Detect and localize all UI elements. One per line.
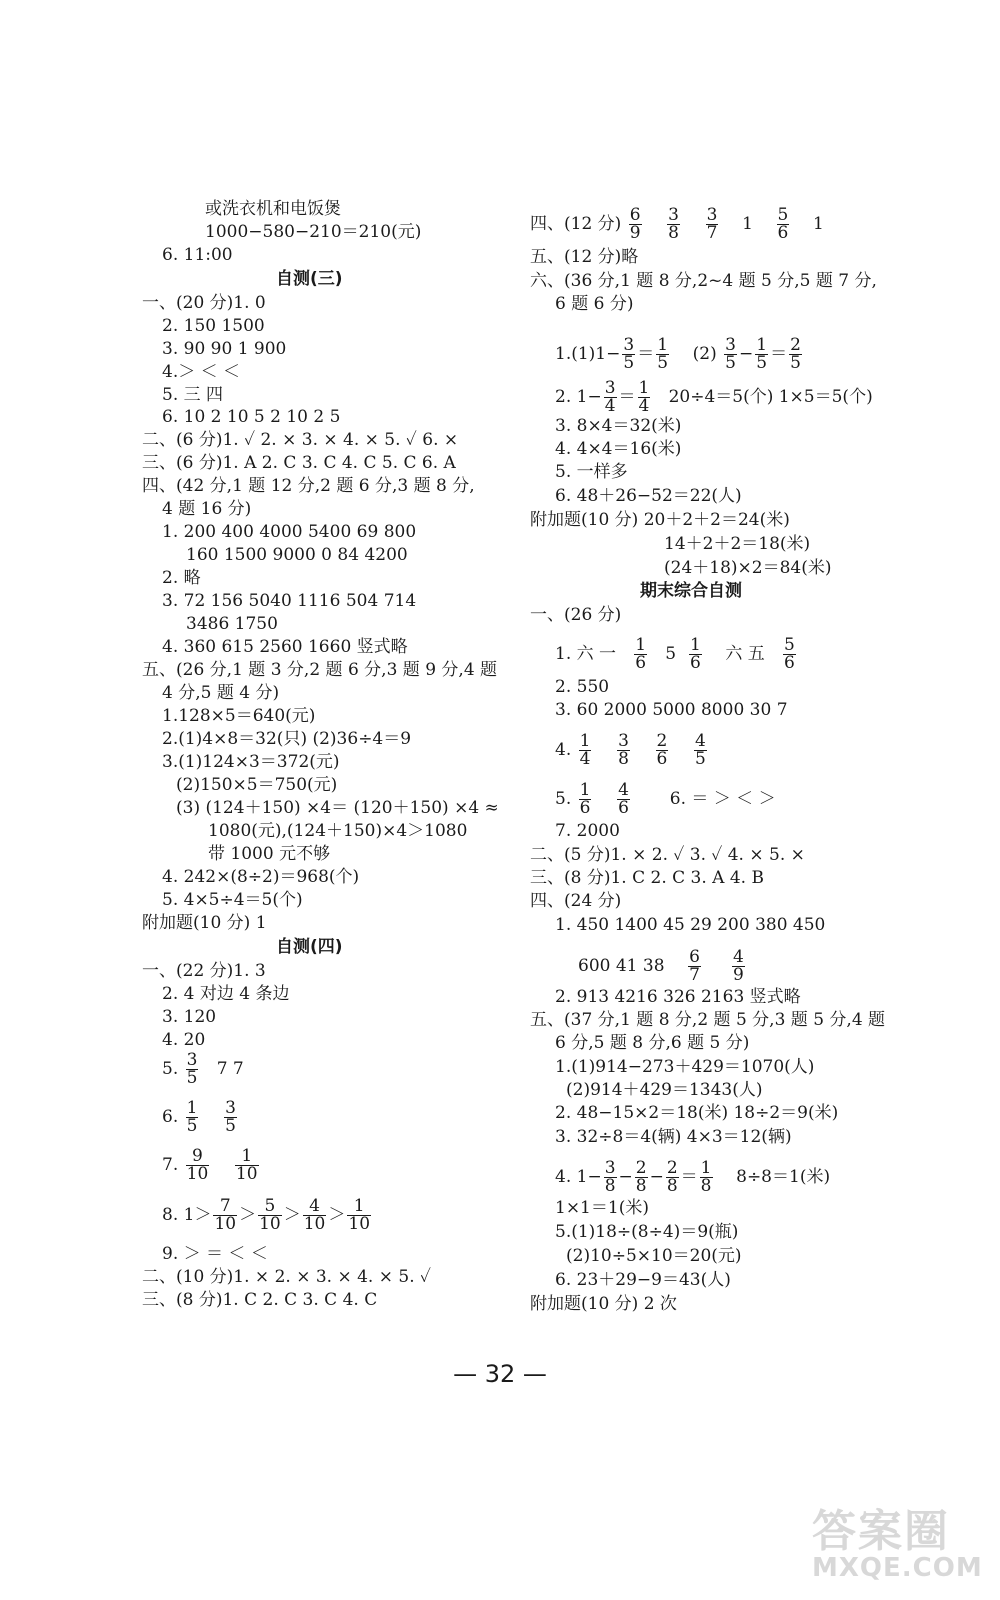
answer-line: 1. 200 400 4000 5400 69 800	[162, 522, 417, 542]
fraction: $\frac{1}{8}$	[700, 1158, 712, 1196]
fraction: $\frac{3}{8}$	[668, 205, 679, 243]
answer-line: 3. 120	[162, 1007, 217, 1027]
fraction: $\frac{1}{5}$	[756, 335, 768, 373]
answer-line: 一、(22 分)1. 3	[142, 961, 266, 981]
fraction: $\frac{9}{10}$	[186, 1146, 209, 1184]
answer-line: 3. 60 2000 5000 8000 30 7	[555, 700, 788, 720]
watermark-url: MXQE.COM	[812, 1553, 983, 1583]
fraction: $\frac{4}{6}$	[618, 780, 629, 818]
fraction-answer-line: 5. $\frac{1}{6}$ $\frac{4}{6}$ 6. ＝ ＞ ＜ ＞	[555, 780, 776, 818]
fraction-answer-line: 四、(12 分) $\frac{6}{9}$ $\frac{3}{8}$ $\frac{3}{7}$ 1 $\frac{5}{6}$ 1	[530, 205, 824, 243]
answer-line: (24＋18)×2＝84(米)	[664, 558, 832, 578]
answer-line: 4 题 16 分)	[162, 499, 252, 519]
fraction-answer-line: 7. $\frac{9}{10}$ $\frac{1}{10}$	[162, 1146, 258, 1184]
answer-line: 5. 三 四	[162, 385, 224, 405]
fraction: $\frac{6}{9}$	[629, 205, 641, 243]
answer-line: 2. 略	[162, 568, 201, 588]
fraction-answer-line: 8. 1＞ $\frac{7}{10}$ ＞ $\frac{5}{10}$ ＞ $\frac{4}{10}$ ＞ $\frac{1}{10}$	[162, 1196, 371, 1234]
fraction: $\frac{1}{10}$	[235, 1146, 258, 1184]
fraction: $\frac{2}{8}$	[666, 1158, 678, 1196]
answer-line: 3. 90 90 1 900	[162, 339, 287, 359]
fraction: $\frac{1}{6}$	[579, 780, 591, 818]
answer-line: 五、(12 分)略	[530, 247, 639, 267]
answer-line: 7. 2000	[555, 821, 620, 841]
answer-line: 3486 1750	[186, 614, 278, 634]
fraction: $\frac{4}{10}$	[303, 1196, 326, 1234]
answer-line: 5.(1)18÷(8÷4)＝9(瓶)	[555, 1222, 739, 1242]
answer-line: 附加题(10 分) 2 次	[530, 1294, 677, 1314]
answer-line: 4. 360 615 2560 1660 竖式略	[162, 637, 408, 657]
answer-line: 六、(36 分,1 题 8 分,2~4 题 5 分,5 题 7 分,	[530, 271, 877, 291]
answer-line: 2. 48−15×2＝18(米) 18÷2＝9(米)	[555, 1103, 839, 1123]
answer-line: 二、(10 分)1. × 2. × 3. × 4. × 5. ✓	[142, 1267, 431, 1287]
answer-line: 三、(8 分)1. C 2. C 3. A 4. B	[530, 868, 764, 888]
fraction: $\frac{4}{5}$	[695, 731, 706, 769]
fraction-answer-line: 1.(1)1− $\frac{3}{5}$ ＝ $\frac{1}{5}$ (2) $\frac{3}{5}$ − $\frac{1}{5}$ ＝ $\frac{2}{5}$	[555, 335, 801, 373]
answer-line: 二、(5 分)1. × 2. ✓ 3. ✓ 4. × 5. ×	[530, 845, 805, 865]
fraction-answer-line: 5. $\frac{3}{5}$ 7 7	[162, 1050, 244, 1088]
fraction: $\frac{2}{5}$	[790, 335, 801, 373]
answer-line: (2)914＋429＝1343(人)	[566, 1080, 763, 1100]
answer-line: 1080(元),(124＋150)×4＞1080	[208, 821, 468, 841]
answer-line: 14＋2＋2＝18(米)	[664, 534, 811, 554]
answer-line: 6. 23＋29−9＝43(人)	[555, 1270, 731, 1290]
watermark-text: 答案圈	[812, 1506, 950, 1557]
fraction: $\frac{3}{7}$	[706, 205, 718, 243]
section-heading: 自测(四)	[276, 937, 343, 957]
fraction: $\frac{1}{6}$	[635, 635, 647, 673]
answer-line: 6. 48＋26−52＝22(人)	[555, 486, 742, 506]
answer-line: (3) (124＋150) ×4＝ (120＋150) ×4 ≈	[176, 798, 499, 818]
section-heading: 自测(三)	[276, 269, 343, 289]
answer-line: 6 分,5 题 8 分,6 题 5 分)	[555, 1033, 750, 1053]
answer-line: 3.(1)124×3＝372(元)	[162, 752, 340, 772]
section-heading: 期末综合自测	[640, 581, 742, 601]
watermark-logo	[812, 1495, 990, 1587]
answer-line: 5. 4×5÷4＝5(个)	[162, 890, 303, 910]
fraction-answer-line: 1. 六 一 $\frac{1}{6}$ 5 $\frac{1}{6}$ 六 五 $\frac{5}{6}$	[555, 635, 795, 673]
answer-line: 4 分,5 题 4 分)	[162, 683, 280, 703]
answer-line: 五、(26 分,1 题 3 分,2 题 6 分,3 题 9 分,4 题	[142, 660, 498, 680]
answer-line: 2. 913 4216 326 2163 竖式略	[555, 987, 801, 1007]
answer-line: 6. 11:00	[162, 245, 233, 265]
answer-line: 三、(6 分)1. A 2. C 3. C 4. C 5. C 6. A	[142, 453, 456, 473]
answer-line: 4. 242×(8÷2)＝968(个)	[162, 867, 360, 887]
fraction: $\frac{1}{4}$	[579, 731, 591, 769]
fraction: $\frac{1}{4}$	[638, 378, 650, 416]
fraction: $\frac{1}{5}$	[657, 335, 669, 373]
answer-line: 4. 4×4＝16(米)	[555, 439, 682, 459]
fraction: $\frac{7}{10}$	[214, 1196, 237, 1234]
answer-line: 6 题 6 分)	[555, 294, 634, 314]
answer-line: 5. 一样多	[555, 462, 628, 482]
fraction: $\frac{5}{10}$	[259, 1196, 281, 1234]
fraction-answer-line: 2. 1− $\frac{3}{4}$ ＝ $\frac{1}{4}$ 20÷4＝5(个) 1×5＝5(个)	[555, 378, 873, 416]
answer-line: 4. 20	[162, 1030, 206, 1050]
page-number: — 32 —	[453, 1360, 547, 1388]
answer-line: 一、(26 分)	[530, 605, 622, 625]
fraction: $\frac{3}{5}$	[225, 1098, 236, 1136]
answer-line: 附加题(10 分) 1	[142, 913, 267, 933]
answer-line: 2. 550	[555, 677, 610, 697]
answer-line: 3. 32÷8＝4(辆) 4×3＝12(辆)	[555, 1127, 792, 1147]
fraction-answer-line: 6. $\frac{1}{5}$ $\frac{3}{5}$	[162, 1098, 236, 1136]
fraction: $\frac{3}{8}$	[604, 1158, 616, 1196]
fraction: $\frac{3}{5}$	[623, 335, 635, 373]
fraction: $\frac{3}{8}$	[618, 731, 629, 769]
answer-line: 1. 450 1400 45 29 200 380 450	[555, 915, 826, 935]
answer-line: 五、(37 分,1 题 8 分,2 题 5 分,3 题 5 分,4 题	[530, 1010, 886, 1030]
answer-line: 1000−580−210＝210(元)	[205, 222, 422, 242]
fraction: $\frac{1}{6}$	[689, 635, 701, 673]
answer-line: 四、(42 分,1 题 12 分,2 题 6 分,3 题 8 分,	[142, 476, 475, 496]
answer-line: 6. 10 2 10 5 2 10 2 5	[162, 407, 341, 427]
answer-line: 四、(24 分)	[530, 891, 622, 911]
answer-line: 或洗衣机和电饭煲	[205, 199, 341, 219]
answer-line: (2)150×5＝750(元)	[176, 775, 338, 795]
fraction: $\frac{5}{6}$	[777, 205, 789, 243]
answer-line: 4.＞ ＜ ＜	[162, 362, 241, 382]
answer-line: 2. 150 1500	[162, 316, 265, 336]
fraction: $\frac{3}{5}$	[186, 1050, 198, 1088]
fraction-answer-line: 4. $\frac{1}{4}$ $\frac{3}{8}$ $\frac{2}{6}$ $\frac{4}{5}$	[555, 731, 706, 769]
fraction: $\frac{5}{6}$	[784, 635, 795, 673]
fraction: $\frac{1}{10}$	[348, 1196, 371, 1234]
answer-line: (2)10÷5×10＝20(元)	[566, 1246, 742, 1266]
fraction: $\frac{2}{6}$	[656, 731, 668, 769]
fraction: $\frac{3}{4}$	[604, 378, 616, 416]
answer-line: 3. 8×4＝32(米)	[555, 416, 682, 436]
answer-line: 附加题(10 分) 20＋2＋2＝24(米)	[530, 510, 790, 530]
fraction: $\frac{4}{9}$	[733, 947, 744, 985]
answer-line: 3. 72 156 5040 1116 504 714	[162, 591, 417, 611]
fraction: $\frac{6}{7}$	[689, 947, 700, 985]
answer-line: 1.(1)914−273＋429＝1070(人)	[555, 1057, 815, 1077]
answer-line: 9. ＞ ＝ ＜ ＜	[162, 1244, 268, 1264]
answer-line: 160 1500 9000 0 84 4200	[186, 545, 408, 565]
answer-line: 2. 4 对边 4 条边	[162, 984, 290, 1004]
answer-line: 二、(6 分)1. ✓ 2. × 3. × 4. × 5. ✓ 6. ×	[142, 430, 459, 450]
answer-line: 带 1000 元不够	[208, 844, 331, 864]
fraction: $\frac{3}{5}$	[725, 335, 736, 373]
answer-line: 一、(20 分)1. 0	[142, 293, 266, 313]
fraction-answer-line: 600 41 38 $\frac{6}{7}$ $\frac{4}{9}$	[578, 947, 744, 985]
answer-line: 三、(8 分)1. C 2. C 3. C 4. C	[142, 1290, 378, 1310]
fraction: $\frac{1}{5}$	[186, 1098, 198, 1136]
fraction: $\frac{2}{8}$	[635, 1158, 647, 1196]
answer-line: 1.128×5＝640(元)	[162, 706, 316, 726]
fraction-answer-line: 4. 1− $\frac{3}{8}$ − $\frac{2}{8}$ − $\frac{2}{8}$ ＝ $\frac{1}{8}$ 8÷8＝1(米)	[555, 1158, 831, 1196]
answer-line: 2.(1)4×8＝32(只) (2)36÷4＝9	[162, 729, 412, 749]
answer-line: 1×1＝1(米)	[555, 1198, 649, 1218]
